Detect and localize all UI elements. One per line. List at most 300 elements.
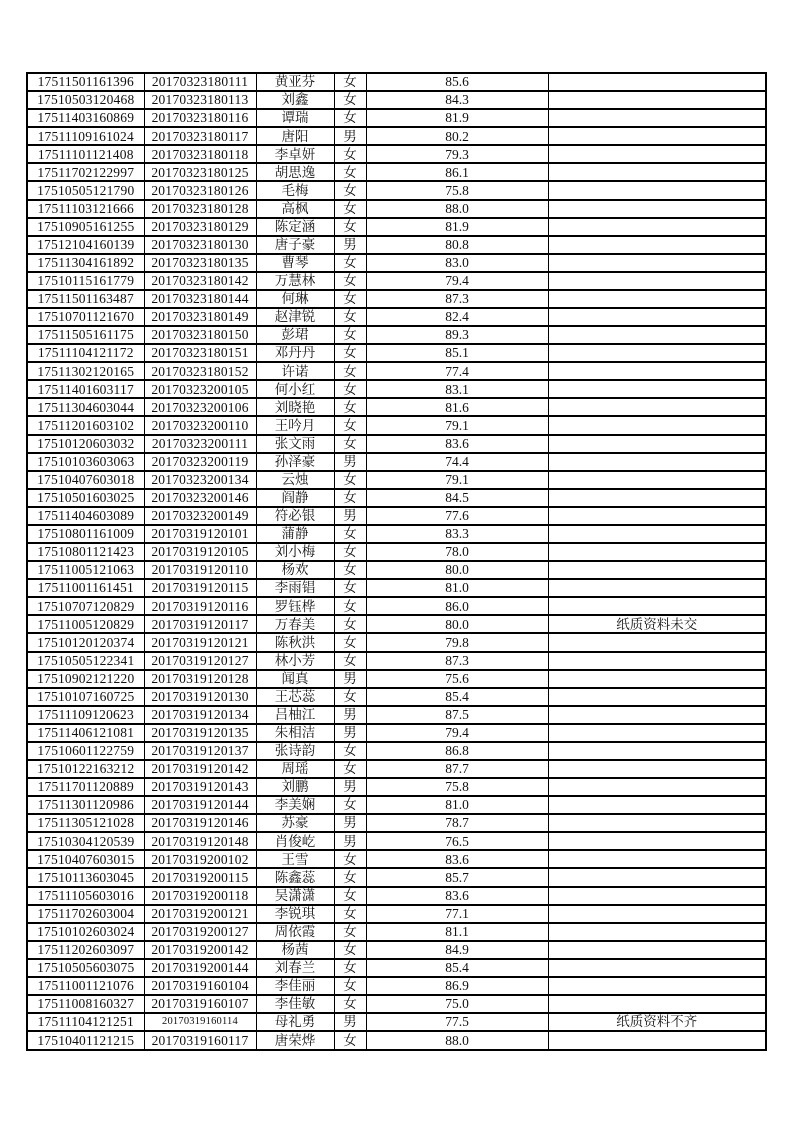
cell-code: 20170323200110 (144, 416, 256, 434)
table-row (27, 254, 766, 272)
cell-code: 20170319120116 (144, 597, 256, 615)
table-row (27, 525, 766, 543)
cell-code: 20170319120148 (144, 832, 256, 850)
cell-score: 79.8 (366, 633, 548, 651)
cell-remark (548, 633, 766, 651)
cell-id: 17510902121220 (27, 670, 144, 688)
table-row (27, 145, 766, 163)
cell-name: 吕柚江 (256, 706, 334, 724)
cell-id: 17511305121028 (27, 814, 144, 832)
cell-name: 刘小梅 (256, 543, 334, 561)
scanned-results-table (26, 72, 765, 1051)
cell-code: 20170319200144 (144, 959, 256, 977)
cell-id: 17510905161255 (27, 218, 144, 236)
cell-name: 张文雨 (256, 435, 334, 453)
cell-gender: 女 (334, 181, 366, 199)
cell-score: 80.8 (366, 236, 548, 254)
cell-remark: 纸质资料未交 (548, 615, 766, 633)
table-row (27, 923, 766, 941)
table-row (27, 380, 766, 398)
cell-id: 17510503120468 (27, 91, 144, 109)
cell-name: 肖俊屹 (256, 832, 334, 850)
cell-id: 17511109120623 (27, 706, 144, 724)
cell-score: 86.9 (366, 977, 548, 995)
cell-gender: 女 (334, 416, 366, 434)
cell-name: 张诗韵 (256, 742, 334, 760)
cell-gender: 女 (334, 652, 366, 670)
cell-name: 阎静 (256, 489, 334, 507)
cell-name: 陈定涵 (256, 218, 334, 236)
cell-name: 孙泽豪 (256, 453, 334, 471)
cell-gender: 女 (334, 633, 366, 651)
table-row (27, 362, 766, 380)
cell-gender: 女 (334, 398, 366, 416)
cell-name: 母礼勇 (256, 1013, 334, 1031)
cell-name: 王芯蕊 (256, 688, 334, 706)
table-row (27, 272, 766, 290)
cell-gender: 女 (334, 489, 366, 507)
cell-id: 17510505121790 (27, 181, 144, 199)
cell-remark (548, 326, 766, 344)
cell-code: 20170323180125 (144, 163, 256, 181)
cell-score: 84.3 (366, 91, 548, 109)
cell-score: 87.7 (366, 760, 548, 778)
cell-id: 17510801161009 (27, 525, 144, 543)
cell-name: 李美娴 (256, 796, 334, 814)
cell-id: 17511404603089 (27, 507, 144, 525)
cell-name: 闻真 (256, 670, 334, 688)
cell-score: 83.6 (366, 850, 548, 868)
cell-gender: 男 (334, 832, 366, 850)
table-row (27, 905, 766, 923)
cell-score: 79.1 (366, 471, 548, 489)
cell-remark (548, 995, 766, 1013)
cell-id: 17511501161396 (27, 73, 144, 91)
cell-code: 20170323180118 (144, 145, 256, 163)
cell-code: 20170323180149 (144, 308, 256, 326)
cell-code: 20170323180111 (144, 73, 256, 91)
records-table-body (27, 73, 766, 1050)
cell-id: 17511202603097 (27, 941, 144, 959)
cell-id: 17510304120539 (27, 832, 144, 850)
cell-score: 86.0 (366, 597, 548, 615)
cell-gender: 女 (334, 615, 366, 633)
cell-remark (548, 398, 766, 416)
table-row (27, 290, 766, 308)
cell-remark (548, 91, 766, 109)
cell-score: 79.4 (366, 724, 548, 742)
cell-code: 20170319200115 (144, 868, 256, 886)
cell-code: 20170319200118 (144, 887, 256, 905)
cell-remark (548, 290, 766, 308)
cell-remark (548, 127, 766, 145)
cell-remark (548, 742, 766, 760)
cell-name: 万春美 (256, 615, 334, 633)
table-row (27, 995, 766, 1013)
table-row (27, 887, 766, 905)
cell-score: 87.3 (366, 652, 548, 670)
table-row (27, 91, 766, 109)
cell-code: 20170323180129 (144, 218, 256, 236)
cell-gender: 女 (334, 525, 366, 543)
cell-score: 87.5 (366, 706, 548, 724)
cell-id: 17511001121076 (27, 977, 144, 995)
cell-remark (548, 670, 766, 688)
cell-score: 89.3 (366, 326, 548, 344)
cell-score: 81.0 (366, 579, 548, 597)
cell-code: 20170319120130 (144, 688, 256, 706)
cell-name: 彭珺 (256, 326, 334, 344)
table-row (27, 652, 766, 670)
cell-id: 17510113603045 (27, 868, 144, 886)
cell-score: 79.4 (366, 272, 548, 290)
cell-name: 王吟月 (256, 416, 334, 434)
cell-code: 20170323180144 (144, 290, 256, 308)
cell-id: 17511103121666 (27, 200, 144, 218)
cell-gender: 女 (334, 380, 366, 398)
cell-code: 20170323180152 (144, 362, 256, 380)
cell-score: 83.3 (366, 525, 548, 543)
cell-score: 74.4 (366, 453, 548, 471)
cell-remark (548, 471, 766, 489)
cell-score: 80.0 (366, 615, 548, 633)
cell-id: 17511302120165 (27, 362, 144, 380)
cell-gender: 女 (334, 272, 366, 290)
cell-score: 79.1 (366, 416, 548, 434)
cell-score: 77.5 (366, 1013, 548, 1031)
cell-id: 17511104121172 (27, 344, 144, 362)
cell-gender: 女 (334, 796, 366, 814)
cell-name: 王雪 (256, 850, 334, 868)
cell-remark (548, 362, 766, 380)
cell-gender: 男 (334, 670, 366, 688)
cell-score: 81.0 (366, 796, 548, 814)
cell-code: 20170319160114 (144, 1013, 256, 1031)
cell-gender: 女 (334, 688, 366, 706)
cell-code: 20170323200111 (144, 435, 256, 453)
table-row (27, 796, 766, 814)
cell-id: 17511001161451 (27, 579, 144, 597)
cell-gender: 女 (334, 905, 366, 923)
cell-code: 20170319120137 (144, 742, 256, 760)
cell-id: 17510505603075 (27, 959, 144, 977)
cell-id: 17510107160725 (27, 688, 144, 706)
cell-remark (548, 796, 766, 814)
cell-gender: 女 (334, 200, 366, 218)
cell-id: 17511701120889 (27, 778, 144, 796)
cell-gender: 女 (334, 887, 366, 905)
cell-id: 17510601122759 (27, 742, 144, 760)
cell-gender: 男 (334, 507, 366, 525)
cell-score: 85.4 (366, 959, 548, 977)
cell-remark (548, 1031, 766, 1050)
cell-id: 17510120120374 (27, 633, 144, 651)
cell-name: 陈鑫蕊 (256, 868, 334, 886)
cell-remark (548, 109, 766, 127)
cell-score: 77.6 (366, 507, 548, 525)
cell-id: 17510407603015 (27, 850, 144, 868)
cell-gender: 女 (334, 290, 366, 308)
cell-id: 17512104160139 (27, 236, 144, 254)
table-row (27, 633, 766, 651)
cell-gender: 女 (334, 850, 366, 868)
cell-id: 17511403160869 (27, 109, 144, 127)
table-row (27, 778, 766, 796)
cell-remark (548, 163, 766, 181)
table-row (27, 561, 766, 579)
cell-name: 苏豪 (256, 814, 334, 832)
table-row (27, 109, 766, 127)
cell-gender: 女 (334, 977, 366, 995)
cell-name: 胡思逸 (256, 163, 334, 181)
table-row (27, 218, 766, 236)
cell-id: 17511304161892 (27, 254, 144, 272)
cell-id: 17511401603117 (27, 380, 144, 398)
cell-id: 17511406121081 (27, 724, 144, 742)
cell-id: 17511505161175 (27, 326, 144, 344)
cell-score: 75.8 (366, 181, 548, 199)
cell-remark (548, 236, 766, 254)
cell-score: 83.1 (366, 380, 548, 398)
table-row (27, 398, 766, 416)
cell-name: 吴潇潇 (256, 887, 334, 905)
cell-name: 黄亚芬 (256, 73, 334, 91)
cell-remark (548, 73, 766, 91)
cell-gender: 男 (334, 814, 366, 832)
cell-name: 刘鹏 (256, 778, 334, 796)
cell-id: 17510120603032 (27, 435, 144, 453)
cell-code: 20170319160107 (144, 995, 256, 1013)
cell-id: 17511101121408 (27, 145, 144, 163)
cell-id: 17510401121215 (27, 1031, 144, 1050)
table-row (27, 832, 766, 850)
cell-code: 20170323180130 (144, 236, 256, 254)
cell-gender: 女 (334, 344, 366, 362)
table-row (27, 416, 766, 434)
table-row (27, 1013, 766, 1031)
cell-code: 20170319120142 (144, 760, 256, 778)
cell-gender: 女 (334, 218, 366, 236)
table-row (27, 941, 766, 959)
cell-name: 陈秋洪 (256, 633, 334, 651)
table-row (27, 1031, 766, 1050)
table-row (27, 127, 766, 145)
table-row (27, 181, 766, 199)
cell-name: 唐荣烨 (256, 1031, 334, 1050)
cell-code: 20170323200134 (144, 471, 256, 489)
cell-score: 79.3 (366, 145, 548, 163)
cell-remark (548, 597, 766, 615)
cell-gender: 女 (334, 579, 366, 597)
cell-score: 85.1 (366, 344, 548, 362)
table-row (27, 163, 766, 181)
cell-name: 林小芳 (256, 652, 334, 670)
cell-id: 17511501163487 (27, 290, 144, 308)
cell-score: 81.9 (366, 218, 548, 236)
cell-score: 83.6 (366, 887, 548, 905)
cell-id: 17511109161024 (27, 127, 144, 145)
cell-remark (548, 507, 766, 525)
table-row (27, 507, 766, 525)
cell-gender: 男 (334, 127, 366, 145)
cell-name: 周瑶 (256, 760, 334, 778)
table-row (27, 200, 766, 218)
cell-gender: 男 (334, 778, 366, 796)
cell-remark (548, 941, 766, 959)
cell-score: 83.6 (366, 435, 548, 453)
cell-code: 20170323200105 (144, 380, 256, 398)
cell-score: 88.0 (366, 200, 548, 218)
cell-gender: 女 (334, 760, 366, 778)
cell-gender: 女 (334, 995, 366, 1013)
cell-code: 20170319200127 (144, 923, 256, 941)
cell-name: 罗钰桦 (256, 597, 334, 615)
cell-name: 李佳丽 (256, 977, 334, 995)
cell-code: 20170319120127 (144, 652, 256, 670)
cell-gender: 女 (334, 254, 366, 272)
cell-remark (548, 652, 766, 670)
cell-remark (548, 778, 766, 796)
cell-gender: 女 (334, 91, 366, 109)
table-row (27, 760, 766, 778)
table-row (27, 579, 766, 597)
cell-id: 17510801121423 (27, 543, 144, 561)
cell-id: 17511005120829 (27, 615, 144, 633)
cell-code: 20170323180117 (144, 127, 256, 145)
cell-gender: 女 (334, 73, 366, 91)
cell-remark (548, 579, 766, 597)
cell-name: 李卓妍 (256, 145, 334, 163)
cell-name: 刘鑫 (256, 91, 334, 109)
cell-gender: 女 (334, 471, 366, 489)
cell-score: 84.9 (366, 941, 548, 959)
cell-score: 85.6 (366, 73, 548, 91)
cell-code: 20170319120143 (144, 778, 256, 796)
table-row (27, 814, 766, 832)
cell-remark (548, 561, 766, 579)
cell-code: 20170319200142 (144, 941, 256, 959)
cell-name: 周依霞 (256, 923, 334, 941)
cell-code: 20170323200119 (144, 453, 256, 471)
cell-code: 20170323180128 (144, 200, 256, 218)
cell-name: 杨茜 (256, 941, 334, 959)
cell-id: 17510407603018 (27, 471, 144, 489)
table-row (27, 688, 766, 706)
cell-remark (548, 850, 766, 868)
table-row (27, 543, 766, 561)
cell-code: 20170319160104 (144, 977, 256, 995)
cell-score: 85.4 (366, 688, 548, 706)
cell-remark (548, 200, 766, 218)
table-row (27, 236, 766, 254)
cell-code: 20170323180116 (144, 109, 256, 127)
cell-score: 80.0 (366, 561, 548, 579)
cell-score: 78.0 (366, 543, 548, 561)
table-row (27, 615, 766, 633)
cell-id: 17510102603024 (27, 923, 144, 941)
cell-score: 75.0 (366, 995, 548, 1013)
cell-score: 84.5 (366, 489, 548, 507)
cell-remark (548, 688, 766, 706)
cell-gender: 男 (334, 706, 366, 724)
cell-remark (548, 543, 766, 561)
cell-score: 75.6 (366, 670, 548, 688)
records-table (26, 72, 767, 1051)
cell-remark (548, 887, 766, 905)
cell-name: 谭瑞 (256, 109, 334, 127)
cell-remark (548, 832, 766, 850)
cell-name: 万慧林 (256, 272, 334, 290)
cell-id: 17511702603004 (27, 905, 144, 923)
cell-name: 许诺 (256, 362, 334, 380)
cell-remark (548, 181, 766, 199)
cell-remark (548, 489, 766, 507)
cell-code: 20170319120117 (144, 615, 256, 633)
cell-code: 20170319160117 (144, 1031, 256, 1050)
cell-remark (548, 254, 766, 272)
cell-remark (548, 344, 766, 362)
cell-gender: 女 (334, 308, 366, 326)
cell-gender: 女 (334, 561, 366, 579)
table-row (27, 977, 766, 995)
cell-score: 81.9 (366, 109, 548, 127)
cell-remark (548, 435, 766, 453)
cell-code: 20170323200106 (144, 398, 256, 416)
cell-gender: 女 (334, 597, 366, 615)
cell-score: 80.2 (366, 127, 548, 145)
cell-name: 毛梅 (256, 181, 334, 199)
cell-gender: 女 (334, 742, 366, 760)
cell-code: 20170319120146 (144, 814, 256, 832)
cell-name: 杨欢 (256, 561, 334, 579)
cell-remark (548, 416, 766, 434)
cell-code: 20170319120110 (144, 561, 256, 579)
cell-id: 17510501603025 (27, 489, 144, 507)
cell-id: 17510505122341 (27, 652, 144, 670)
table-row (27, 706, 766, 724)
cell-remark (548, 923, 766, 941)
cell-remark (548, 272, 766, 290)
cell-gender: 女 (334, 435, 366, 453)
cell-code: 20170319120101 (144, 525, 256, 543)
table-row (27, 597, 766, 615)
cell-gender: 女 (334, 1031, 366, 1050)
cell-name: 唐子豪 (256, 236, 334, 254)
cell-remark (548, 977, 766, 995)
cell-name: 唐阳 (256, 127, 334, 145)
cell-name: 刘春兰 (256, 959, 334, 977)
cell-id: 17510103603063 (27, 453, 144, 471)
cell-remark (548, 308, 766, 326)
cell-gender: 女 (334, 326, 366, 344)
cell-gender: 女 (334, 868, 366, 886)
cell-gender: 男 (334, 236, 366, 254)
cell-score: 77.4 (366, 362, 548, 380)
cell-name: 李佳敏 (256, 995, 334, 1013)
cell-gender: 女 (334, 923, 366, 941)
cell-code: 20170319120115 (144, 579, 256, 597)
cell-remark (548, 868, 766, 886)
cell-id: 17511702122997 (27, 163, 144, 181)
cell-id: 17510122163212 (27, 760, 144, 778)
cell-score: 83.0 (366, 254, 548, 272)
cell-gender: 女 (334, 959, 366, 977)
cell-remark (548, 760, 766, 778)
cell-name: 高枫 (256, 200, 334, 218)
table-row (27, 435, 766, 453)
cell-code: 20170323180150 (144, 326, 256, 344)
cell-name: 曹琴 (256, 254, 334, 272)
